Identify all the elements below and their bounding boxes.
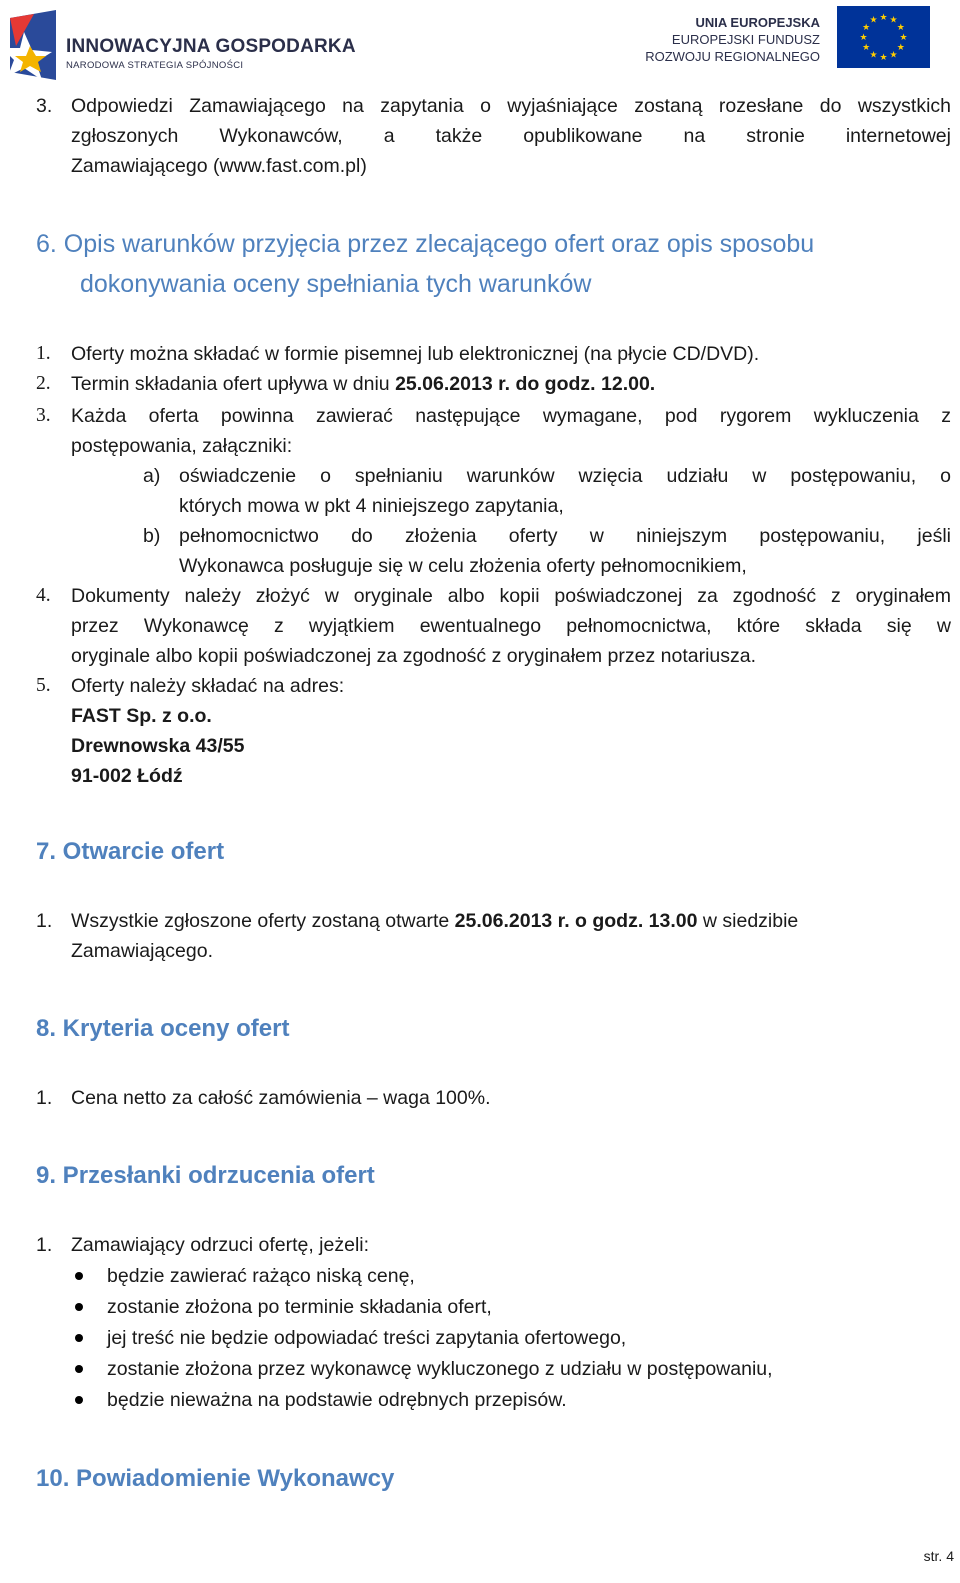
s9-bullet-3: jej treść nie będzie odpowiadać treści zapytania ofertowego,	[107, 1327, 627, 1349]
eu-logo	[645, 6, 930, 72]
s6-subitem-a-line-2: których mowa w pkt 4 niniejszego zapytania,	[179, 495, 564, 517]
s6-item-1-text: Oferty można składać w formie pisemnej lub elektronicznej (na płycie CD/DVD).	[71, 343, 760, 365]
s6-subitem-b-label: b)	[143, 525, 161, 547]
page-header	[0, 0, 960, 82]
svg-text:★: ★	[869, 50, 878, 61]
svg-text:★: ★	[879, 13, 888, 23]
page-number: str. 4	[923, 1548, 954, 1564]
logo-tagline-text: NARODOWA STRATEGIA SPÓJNOŚCI	[66, 60, 244, 71]
innowacyjna-gospodarka-logo	[6, 10, 356, 80]
s6-item-4-number: 4.	[36, 585, 51, 606]
s9-bullet-2: zostanie złożona po terminie składania ofert,	[107, 1296, 492, 1318]
section-10-heading: 10. Powiadomienie Wykonawcy	[36, 1465, 395, 1492]
s6-item-5-text: Oferty należy składać na adres:	[71, 675, 345, 697]
s6-subitem-a-line-1: oświadczenie o spełnianiu warunków wzięcia udziału w postępowaniu, o	[179, 465, 951, 487]
svg-text:★: ★	[859, 33, 868, 43]
s9-bullet-5: będzie nieważna na podstawie odrębnych przepisów.	[107, 1389, 567, 1411]
s6-item-2-text	[71, 369, 655, 399]
s9-item-1-number: 1.	[36, 1234, 53, 1256]
address-line-2: Drewnowska 43/55	[71, 735, 245, 757]
s6-item-2-text-a: Termin składania ofert upływa w dniu	[71, 373, 396, 395]
s7-item-1-line-1	[71, 906, 798, 936]
eu-flag-icon	[837, 6, 930, 68]
star-flag-icon	[6, 10, 64, 80]
s6-item-2-deadline: 25.06.2013 r. do godz. 12.00.	[395, 373, 656, 395]
eu-logo-text	[645, 14, 820, 65]
s6-subitem-b-line-2: Wykonawca posługuje się w celu złożenia oferty pełnomocnikiem,	[179, 555, 747, 577]
s6-item-3-line-1: Każda oferta powinna zawierać następujące wymagane, pod rygorem wykluczenia z	[71, 405, 951, 427]
s6-item-5-number: 5.	[36, 675, 51, 696]
section-6-heading-line-2: dokonywania oceny spełniania tych warunków	[80, 270, 592, 298]
svg-text:★: ★	[889, 50, 898, 61]
section-9-heading: 9. Przesłanki odrzucenia ofert	[36, 1162, 375, 1189]
s9-item-1-text: Zamawiający odrzuci ofertę, jeżeli:	[71, 1234, 370, 1256]
s9-bullet-1: będzie zawierać rażąco niską cenę,	[107, 1265, 415, 1287]
eu-line-3: ROZWOJU REGIONALNEGO	[645, 49, 820, 64]
intro-line-3: Zamawiającego (www.fast.com.pl)	[71, 155, 367, 177]
bullet-icon	[75, 1272, 83, 1280]
svg-text:★: ★	[889, 15, 898, 26]
s6-item-3-line-2: postępowania, załączniki:	[71, 435, 293, 457]
svg-text:★: ★	[879, 53, 888, 63]
logo-brand-text: INNOWACYJNA GOSPODARKA	[66, 36, 356, 57]
s6-item-4-line-3: oryginale albo kopii poświadczonej za zgodność z oryginałem przez notariusza.	[71, 645, 757, 667]
section-6-heading-line-1: 6. Opis warunków przyjęcia przez zlecającego ofert oraz opis sposobu	[36, 230, 815, 258]
bullet-icon	[75, 1396, 83, 1404]
intro-line-1: Odpowiedzi Zamawiającego na zapytania o wyjaśniające zostaną rozesłane do wszystkich	[71, 95, 951, 117]
s6-item-4-line-2: przez Wykonawcę z wyjątkiem ewentualnego pełnomocnictwa, które składa się w	[71, 615, 951, 637]
s9-bullet-4: zostanie złożona przez wykonawcę wykluczonego z udziału w postępowaniu,	[107, 1358, 773, 1380]
eu-line-2: EUROPEJSKI FUNDUSZ	[671, 32, 820, 47]
s6-subitem-a-label: a)	[143, 465, 161, 487]
bullet-icon	[75, 1334, 83, 1342]
s7-opening-date: 25.06.2013 r. o godz. 13.00	[454, 910, 698, 932]
s7-text-c: w siedzibie	[697, 910, 799, 932]
svg-text:★: ★	[896, 43, 905, 53]
s7-text-a: Wszystkie zgłoszone oferty zostaną otwarte	[71, 910, 455, 932]
eu-line-1: UNIA EUROPEJSKA	[695, 15, 820, 30]
svg-text:★: ★	[896, 23, 905, 33]
s8-item-1-number: 1.	[36, 1087, 53, 1109]
svg-text:★: ★	[862, 43, 871, 53]
address-line-3: 91-002 Łódź	[71, 765, 183, 787]
intro-number: 3.	[36, 95, 53, 117]
s8-item-1-text: Cena netto za całość zamówienia – waga 100%.	[71, 1087, 491, 1109]
section-8-heading: 8. Kryteria oceny ofert	[36, 1015, 290, 1042]
s6-item-4-line-1: Dokumenty należy złożyć w oryginale albo kopii poświadczonej za zgodność z oryginałem	[71, 585, 951, 607]
s6-item-2-number: 2.	[36, 373, 51, 394]
address-line-1: FAST Sp. z o.o.	[71, 705, 212, 727]
section-7-heading: 7. Otwarcie ofert	[36, 838, 225, 865]
intro-line-2: zgłoszonych Wykonawców, a także opublikowane na stronie internetowej	[71, 125, 951, 147]
s6-subitem-b-line-1: pełnomocnictwo do złożenia oferty w niniejszym postępowaniu, jeśli	[179, 525, 951, 547]
svg-text:★: ★	[899, 33, 908, 43]
s7-item-1-number: 1.	[36, 910, 53, 932]
s6-item-1-number: 1.	[36, 343, 51, 364]
bullet-icon	[75, 1303, 83, 1311]
svg-text:★: ★	[869, 15, 878, 26]
s7-item-1-line-2: Zamawiającego.	[71, 940, 213, 962]
bullet-icon	[75, 1365, 83, 1373]
s6-item-3-number: 3.	[36, 405, 51, 426]
svg-text:★: ★	[862, 23, 871, 33]
